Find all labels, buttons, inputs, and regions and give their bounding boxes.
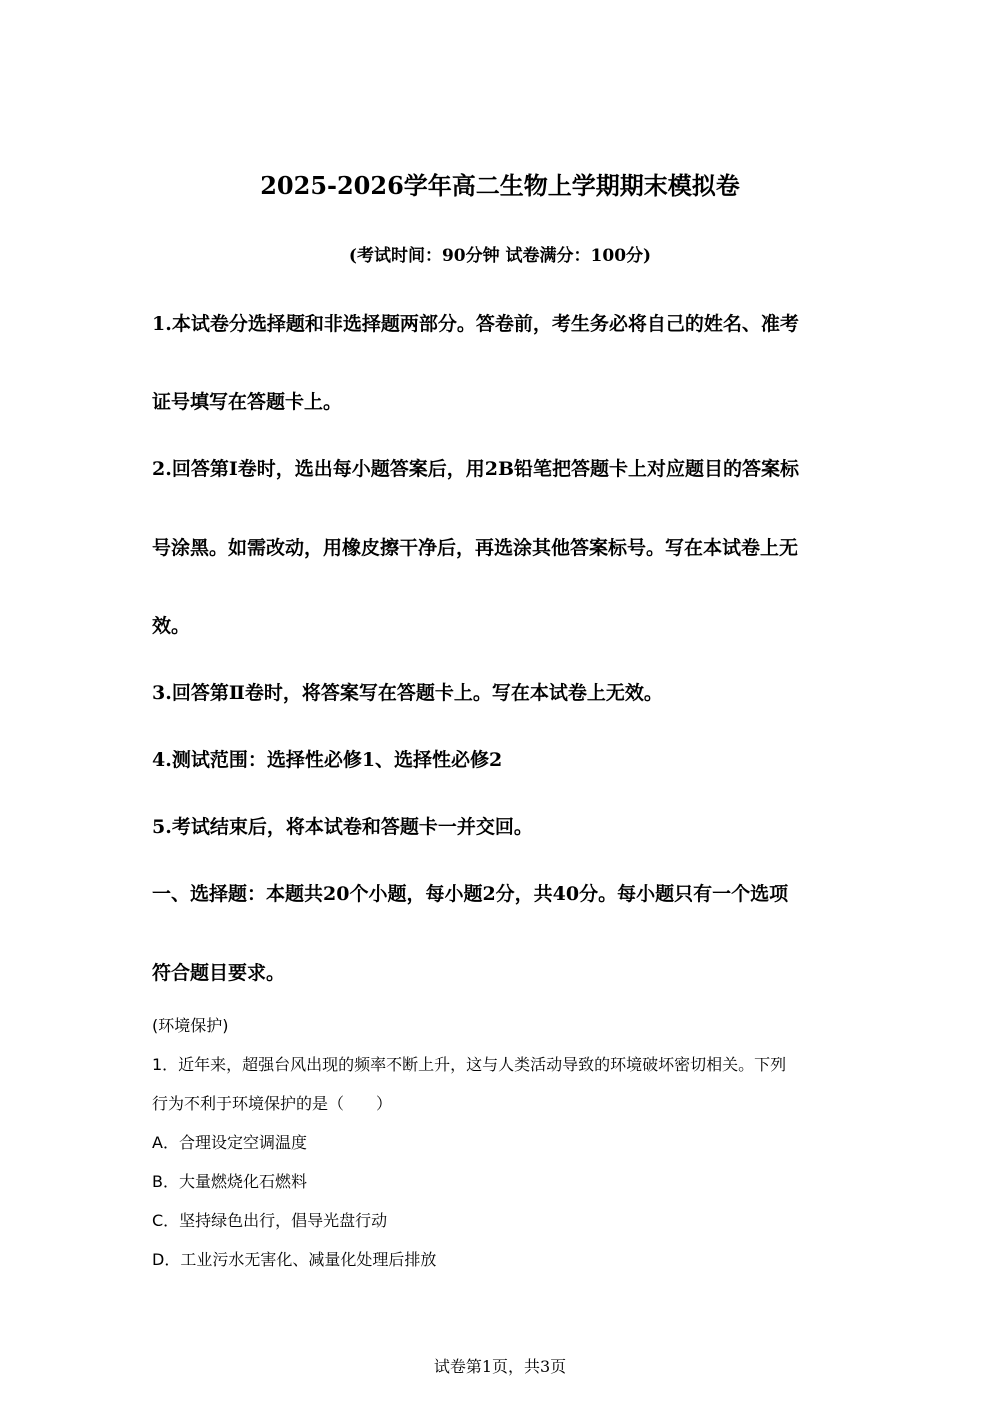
instruction-line: 4.测试范围：选择性必修1、选择性必修2 bbox=[152, 749, 503, 771]
section-heading: 一、选择题：本题共20个小题，每小题2分，共40分。每小题只有一个选项 bbox=[152, 883, 789, 905]
question-stem: 1．近年来，超强台风出现的频率不断上升，这与人类活动导致的环境破坏密切相关。下列 bbox=[152, 1055, 787, 1074]
instruction-line: 效。 bbox=[152, 615, 191, 637]
question-stem: 行为不利于环境保护的是（ ） bbox=[152, 1094, 393, 1113]
instruction-line: 证号填写在答题卡上。 bbox=[152, 391, 343, 413]
option-d: D．工业污水无害化、减量化处理后排放 bbox=[152, 1250, 437, 1269]
instruction-line: 3.回答第Ⅱ卷时，将答案写在答题卡上。写在本试卷上无效。 bbox=[152, 682, 663, 704]
option-c: C．坚持绿色出行，倡导光盘行动 bbox=[152, 1211, 388, 1230]
exam-time-score: (考试时间：90分钟 试卷满分：100分) bbox=[348, 246, 652, 266]
question-topic: (环境保护) bbox=[152, 1016, 229, 1035]
instruction-line: 2.回答第Ⅰ卷时，选出每小题答案后，用2B铅笔把答题卡上对应题目的答案标 bbox=[152, 458, 800, 480]
page-title: 2025-2026学年高二生物上学期期末模拟卷 bbox=[260, 171, 740, 200]
instruction-line: 1.本试卷分选择题和非选择题两部分。答卷前，考生务必将自己的姓名、准考 bbox=[152, 313, 799, 335]
section-heading: 符合题目要求。 bbox=[152, 962, 286, 984]
instruction-line: 号涂黑。如需改动，用橡皮擦干净后，再选涂其他答案标号。写在本试卷上无 bbox=[152, 537, 799, 559]
page-footer: 试卷第1页，共3页 bbox=[433, 1357, 567, 1376]
option-a: A．合理设定空调温度 bbox=[152, 1133, 307, 1152]
option-b: B．大量燃烧化石燃料 bbox=[152, 1172, 307, 1191]
instruction-line: 5.考试结束后，将本试卷和答题卡一并交回。 bbox=[152, 816, 533, 838]
